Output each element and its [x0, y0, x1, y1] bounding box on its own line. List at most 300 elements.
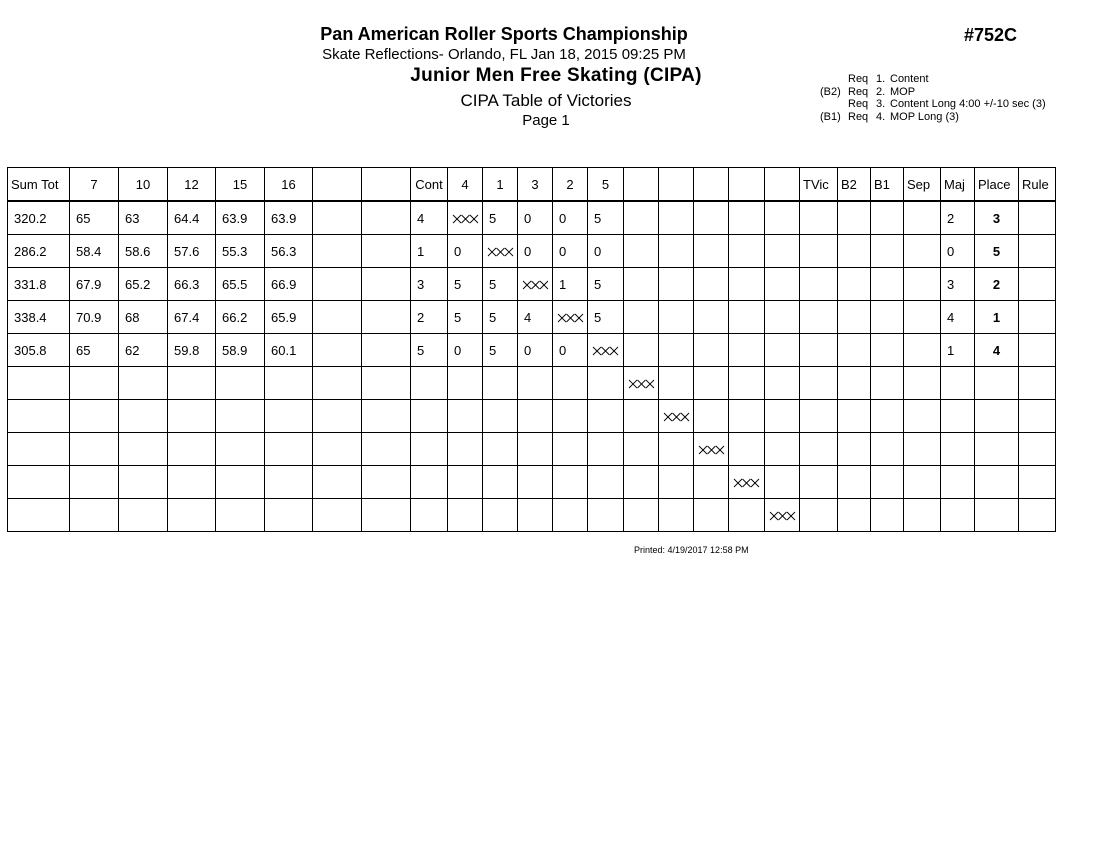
table-cell	[1019, 334, 1056, 367]
table-cell	[588, 433, 624, 466]
table-cell	[362, 201, 411, 235]
requirement-number: 2.	[876, 85, 886, 98]
table-cell	[448, 400, 483, 433]
table-cell	[265, 367, 313, 400]
table-cell: 0	[941, 235, 975, 268]
table-cell: 0	[518, 334, 553, 367]
cross-hatch-icon	[592, 346, 619, 356]
table-cell	[1019, 367, 1056, 400]
table-cell	[518, 400, 553, 433]
table-cell	[483, 499, 518, 532]
table-cell: 62	[119, 334, 168, 367]
table-cell: 60.1	[265, 334, 313, 367]
table-cell	[904, 301, 941, 334]
table-cell: 58.4	[70, 235, 119, 268]
table-cell	[70, 433, 119, 466]
table-cell: 57.6	[168, 235, 216, 268]
cross-hatch-icon	[769, 511, 796, 521]
table-cell	[313, 466, 362, 499]
table-cell	[265, 466, 313, 499]
table-cell	[729, 499, 765, 532]
table-cell	[362, 367, 411, 400]
table-cell: 5	[448, 301, 483, 334]
table-cell	[904, 268, 941, 301]
table-cell	[313, 268, 362, 301]
column-header	[659, 168, 694, 202]
column-header: 12	[168, 168, 216, 202]
table-cell	[871, 367, 904, 400]
class-title: Junior Men Free Skating (CIPA)	[410, 65, 702, 86]
table-cell	[659, 466, 694, 499]
table-cell: 65	[70, 201, 119, 235]
table-cell	[168, 367, 216, 400]
table-cell: 5	[483, 334, 518, 367]
table-cell: 67.9	[70, 268, 119, 301]
table-cell	[765, 201, 800, 235]
column-header: Cont	[411, 168, 448, 202]
table-cell	[694, 367, 729, 400]
table-header-row	[8, 168, 1056, 202]
table-cell: 5	[483, 201, 518, 235]
table-row	[8, 367, 1056, 400]
table-row	[8, 433, 1056, 466]
table-cell	[659, 499, 694, 532]
table-cell	[941, 367, 975, 400]
table-cell: 64.4	[168, 201, 216, 235]
table-cell: 58.6	[119, 235, 168, 268]
table-cell: 331.8	[8, 268, 70, 301]
table-cell	[8, 499, 70, 532]
table-cell	[838, 400, 871, 433]
table-cell	[871, 499, 904, 532]
cross-hatch-icon	[663, 412, 690, 422]
table-cell	[216, 400, 265, 433]
table-cell: 67.4	[168, 301, 216, 334]
requirement-text: Content Long 4:00 +/-10 sec (3)	[890, 98, 1046, 110]
table-cell	[729, 400, 765, 433]
table-cell	[941, 400, 975, 433]
table-cell: 4	[975, 334, 1019, 367]
table-cell	[362, 301, 411, 334]
table-cell	[624, 235, 659, 268]
table-cell	[70, 400, 119, 433]
column-header: 16	[265, 168, 313, 202]
table-cell	[904, 499, 941, 532]
table-cell	[8, 466, 70, 499]
table-cell	[483, 433, 518, 466]
table-cell	[765, 400, 800, 433]
column-header: 15	[216, 168, 265, 202]
table-row	[8, 334, 1056, 367]
table-cell	[448, 433, 483, 466]
table-cell: 320.2	[8, 201, 70, 235]
column-header: Place	[975, 168, 1019, 202]
table-cell: 65.2	[119, 268, 168, 301]
table-cell: 5	[588, 301, 624, 334]
table-cell: 59.8	[168, 334, 216, 367]
table-cell	[765, 235, 800, 268]
table-cell	[624, 433, 659, 466]
table-cell	[1019, 235, 1056, 268]
table-cell	[729, 201, 765, 235]
table-cell: 5	[588, 201, 624, 235]
table-cell	[975, 367, 1019, 400]
table-cell	[904, 367, 941, 400]
table-cell	[483, 367, 518, 400]
table-cell	[765, 334, 800, 367]
table-cell: 0	[518, 201, 553, 235]
table-cell	[765, 367, 800, 400]
victories-table	[7, 167, 1056, 532]
table-cell	[411, 499, 448, 532]
column-header: Sum Tot	[8, 168, 70, 202]
table-cell: 0	[518, 235, 553, 268]
table-cell	[624, 466, 659, 499]
table-cell: 3	[975, 201, 1019, 235]
table-cell	[904, 334, 941, 367]
table-cell	[871, 334, 904, 367]
printed-timestamp: Printed: 4/19/2017 12:58 PM	[634, 545, 749, 555]
table-cell: 66.2	[216, 301, 265, 334]
table-cell: 2	[941, 201, 975, 235]
event-title: Pan American Roller Sports Championship	[320, 24, 688, 44]
column-header	[362, 168, 411, 202]
table-cell	[553, 433, 588, 466]
table-cell: 68	[119, 301, 168, 334]
table-cell: 5	[588, 268, 624, 301]
table-cell	[411, 433, 448, 466]
table-cell	[588, 367, 624, 400]
table-cell	[1019, 268, 1056, 301]
table-cell	[765, 466, 800, 499]
table-cell	[941, 433, 975, 466]
table-cell	[838, 301, 871, 334]
requirement-tag: (B1)	[820, 110, 841, 123]
table-cell: 4	[411, 201, 448, 235]
table-cell	[904, 235, 941, 268]
requirement-item	[820, 86, 1046, 99]
table-row	[8, 400, 1056, 433]
table-cell	[8, 433, 70, 466]
table-cell	[800, 499, 838, 532]
requirement-item	[820, 98, 1046, 111]
table-cell	[975, 499, 1019, 532]
table-cell	[518, 367, 553, 400]
table-cell	[362, 433, 411, 466]
cross-hatch-icon	[733, 478, 760, 488]
table-cell	[871, 201, 904, 235]
cross-hatch-icon	[522, 280, 549, 290]
table-cell	[119, 400, 168, 433]
table-cell: 66.9	[265, 268, 313, 301]
table-cell	[448, 367, 483, 400]
table-cell: 1	[553, 268, 588, 301]
table-cell: 65.9	[265, 301, 313, 334]
requirement-tag: (B2)	[820, 85, 841, 98]
table-cell	[729, 268, 765, 301]
table-cell: 2	[411, 301, 448, 334]
requirement-number: 3.	[876, 98, 886, 110]
self-comparison-cell	[624, 367, 659, 400]
table-cell	[8, 400, 70, 433]
table-cell	[694, 301, 729, 334]
table-cell	[553, 466, 588, 499]
self-comparison-cell	[483, 235, 518, 268]
column-header: Sep	[904, 168, 941, 202]
table-cell	[265, 433, 313, 466]
table-cell: 5	[483, 301, 518, 334]
table-cell: 3	[941, 268, 975, 301]
table-cell	[659, 268, 694, 301]
requirement-tag	[820, 73, 848, 86]
table-cell	[588, 400, 624, 433]
table-cell	[362, 466, 411, 499]
table-cell	[659, 235, 694, 268]
table-cell	[624, 268, 659, 301]
table-cell	[904, 466, 941, 499]
requirement-text: MOP	[890, 85, 916, 98]
table-cell	[838, 466, 871, 499]
table-cell: 66.3	[168, 268, 216, 301]
table-cell: 55.3	[216, 235, 265, 268]
table-cell	[659, 201, 694, 235]
table-cell	[448, 466, 483, 499]
table-cell: 2	[975, 268, 1019, 301]
table-cell	[119, 367, 168, 400]
table-row	[8, 201, 1056, 235]
table-cell	[1019, 433, 1056, 466]
table-cell	[694, 466, 729, 499]
table-cell	[838, 268, 871, 301]
table-cell	[313, 334, 362, 367]
table-cell	[8, 367, 70, 400]
requirement-label: Req	[848, 73, 869, 85]
table-cell	[483, 400, 518, 433]
cross-hatch-icon	[557, 313, 584, 323]
table-cell	[119, 466, 168, 499]
table-cell: 305.8	[8, 334, 70, 367]
table-cell	[800, 367, 838, 400]
table-cell	[216, 466, 265, 499]
table-cell	[941, 466, 975, 499]
table-cell	[729, 367, 765, 400]
table-row	[8, 301, 1056, 334]
page-label: Page 1	[522, 112, 570, 129]
table-cell	[800, 201, 838, 235]
self-comparison-cell	[765, 499, 800, 532]
table-cell: 0	[448, 235, 483, 268]
self-comparison-cell	[659, 400, 694, 433]
column-header	[694, 168, 729, 202]
table-cell	[904, 433, 941, 466]
table-cell	[70, 367, 119, 400]
self-comparison-cell	[694, 433, 729, 466]
table-cell	[553, 367, 588, 400]
table-cell	[838, 334, 871, 367]
table-cell	[624, 201, 659, 235]
table-cell	[694, 268, 729, 301]
requirement-tag	[820, 98, 848, 111]
table-cell	[216, 367, 265, 400]
table-cell	[904, 201, 941, 235]
table-cell	[483, 466, 518, 499]
table-cell	[729, 334, 765, 367]
table-row	[8, 499, 1056, 532]
table-cell	[871, 400, 904, 433]
table-cell	[800, 466, 838, 499]
table-cell	[518, 499, 553, 532]
column-header: Maj	[941, 168, 975, 202]
self-comparison-cell	[588, 334, 624, 367]
table-cell	[800, 334, 838, 367]
self-comparison-cell	[553, 301, 588, 334]
table-cell	[1019, 499, 1056, 532]
table-cell	[941, 499, 975, 532]
table-cell	[800, 235, 838, 268]
document-id: #752C	[964, 25, 1018, 45]
table-cell: 0	[553, 334, 588, 367]
table-cell	[362, 235, 411, 268]
table-cell	[624, 499, 659, 532]
column-header: 1	[483, 168, 518, 202]
table-cell	[871, 466, 904, 499]
column-header: 10	[119, 168, 168, 202]
table-cell: 3	[411, 268, 448, 301]
table-cell	[168, 499, 216, 532]
table-cell	[800, 400, 838, 433]
table-cell: 63	[119, 201, 168, 235]
table-cell	[871, 301, 904, 334]
table-cell	[1019, 466, 1056, 499]
table-cell	[1019, 400, 1056, 433]
table-cell	[588, 466, 624, 499]
table-cell	[659, 334, 694, 367]
table-cell	[265, 499, 313, 532]
table-cell	[975, 466, 1019, 499]
table-cell	[313, 400, 362, 433]
table-cell	[694, 400, 729, 433]
table-title: CIPA Table of Victories	[460, 91, 632, 110]
requirement-text: MOP Long (3)	[890, 110, 959, 123]
table-cell	[1019, 301, 1056, 334]
table-cell	[624, 400, 659, 433]
table-cell	[216, 433, 265, 466]
table-cell: 5	[483, 268, 518, 301]
table-cell	[800, 433, 838, 466]
requirement-number: 1.	[876, 73, 886, 85]
table-cell	[800, 301, 838, 334]
table-cell: 286.2	[8, 235, 70, 268]
table-cell	[659, 301, 694, 334]
table-cell	[553, 499, 588, 532]
table-cell	[765, 301, 800, 334]
table-cell	[313, 367, 362, 400]
column-header: Rule	[1019, 168, 1056, 202]
table-cell: 4	[518, 301, 553, 334]
table-cell	[70, 499, 119, 532]
column-header	[624, 168, 659, 202]
table-cell	[624, 334, 659, 367]
table-cell	[216, 499, 265, 532]
table-cell	[838, 499, 871, 532]
table-cell	[313, 301, 362, 334]
column-header: 5	[588, 168, 624, 202]
requirement-text: Content	[890, 73, 929, 85]
table-cell: 56.3	[265, 235, 313, 268]
table-row	[8, 235, 1056, 268]
table-cell	[838, 433, 871, 466]
table-cell	[729, 433, 765, 466]
table-cell	[411, 400, 448, 433]
table-cell	[838, 201, 871, 235]
table-cell: 0	[553, 235, 588, 268]
table-cell: 0	[553, 201, 588, 235]
table-cell: 4	[941, 301, 975, 334]
table-cell	[838, 235, 871, 268]
table-cell	[313, 201, 362, 235]
table-cell	[694, 499, 729, 532]
table-cell	[70, 466, 119, 499]
table-cell: 0	[588, 235, 624, 268]
table-cell	[448, 499, 483, 532]
table-cell: 1	[411, 235, 448, 268]
cross-hatch-icon	[487, 247, 514, 257]
cross-hatch-icon	[452, 214, 479, 224]
table-cell	[313, 499, 362, 532]
table-cell: 70.9	[70, 301, 119, 334]
table-cell	[800, 268, 838, 301]
table-cell	[119, 433, 168, 466]
table-cell	[838, 367, 871, 400]
requirement-item	[820, 111, 1046, 124]
table-cell	[168, 433, 216, 466]
column-header	[313, 168, 362, 202]
column-header: 2	[553, 168, 588, 202]
table-cell	[729, 301, 765, 334]
table-cell	[362, 334, 411, 367]
table-cell	[362, 268, 411, 301]
table-cell	[694, 334, 729, 367]
table-cell: 338.4	[8, 301, 70, 334]
table-cell	[1019, 201, 1056, 235]
table-cell	[313, 235, 362, 268]
table-cell	[659, 367, 694, 400]
table-cell: 63.9	[265, 201, 313, 235]
table-cell	[553, 400, 588, 433]
table-cell	[624, 301, 659, 334]
cross-hatch-icon	[628, 379, 655, 389]
table-cell: 5	[448, 268, 483, 301]
table-cell: 1	[941, 334, 975, 367]
column-header: B1	[871, 168, 904, 202]
column-header: TVic	[800, 168, 838, 202]
table-cell	[694, 235, 729, 268]
column-header: 7	[70, 168, 119, 202]
table-cell: 65	[70, 334, 119, 367]
self-comparison-cell	[518, 268, 553, 301]
column-header: B2	[838, 168, 871, 202]
self-comparison-cell	[729, 466, 765, 499]
table-cell	[729, 235, 765, 268]
table-cell	[265, 400, 313, 433]
table-cell	[518, 433, 553, 466]
table-cell	[411, 466, 448, 499]
table-cell	[588, 499, 624, 532]
table-cell	[871, 235, 904, 268]
table-cell	[871, 433, 904, 466]
table-cell	[313, 433, 362, 466]
requirements-list	[820, 73, 1046, 123]
